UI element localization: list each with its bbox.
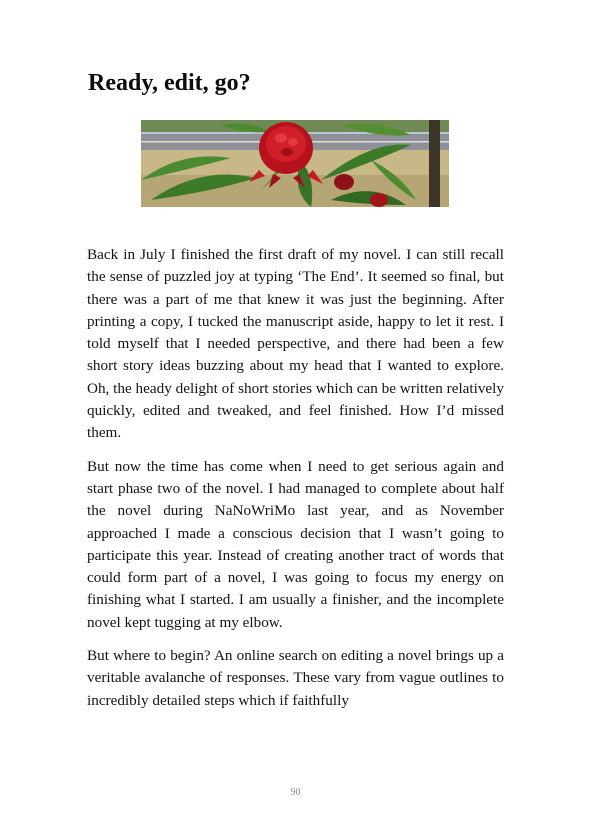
article-body <box>87 244 504 723</box>
paragraph: Back in July I finished the first draft of my novel. I can still recall the sense of puzzled joy at typing ‘The End’. It seemed so final, but there was a part of me that knew it was just the beginning. After printing a copy, I tucked the manuscript aside, happy to let it rest. I told myself that I needed perspective, and there had been a few short story ideas buzzing about my head that I wanted to explore. Oh, the heady delight of short stories which can be written relatively quickly, edited and tweaked, and feel finished. How I’d missed them. <box>87 246 504 442</box>
paragraph: But where to begin? An online search on editing a novel brings up a veritable avalanche of responses. These vary from vague outlines to incredibly detailed steps which if faithfully <box>87 647 504 709</box>
page-title: Ready, edit, go? <box>88 70 251 96</box>
paragraph: But now the time has come when I need to get serious again and start phase two of the novel. I had managed to complete about half the novel during NaNoWriMo last year, and as November approached I made a conscious decision that I wasn’t going to participate this year. Instead of creating another tract of words that could form part of a novel, I was going to focus my energy on finishing what I started. I am usually a finisher, and the incomplete novel kept tugging at my elbow. <box>87 457 504 631</box>
page-number: 90 <box>290 787 301 798</box>
photo-bud <box>334 174 354 190</box>
photo-trunk <box>429 120 440 207</box>
photo-bud-2 <box>370 193 388 207</box>
waratah-flower-photo <box>141 120 449 207</box>
